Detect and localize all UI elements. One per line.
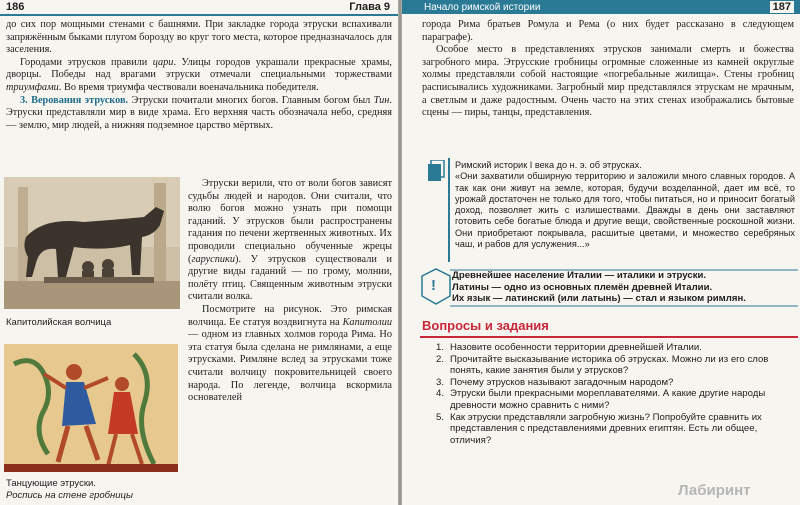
question-number: 4.: [436, 388, 445, 400]
paragraph: до сих пор мощными стенами с башнями. При закладке города этруски вспахивали запряжённым быками плугом борозду во круг того места, которое предназначалось для заселения.: [6, 19, 392, 56]
question-item: [436, 412, 798, 447]
right-header-title: Начало римской истории: [424, 2, 541, 13]
quote-text: «Они захватили обширную территорию и заложили много славных городов. А так как они живут на земле, которая, будучи возделанной, дает им всё, то урожай достаточен не только для того, чтобы питаться, но и приносит богатый доход, позволяет жить с излишествами. Дважды в день они заставляют готовить себе богатые блюда и другие вещи, свойственные роскошной жизни. Они приобретают покрывала, расшитые цветами, и множество серебряных чаш, и рабов для услужения...»: [455, 171, 795, 250]
quote-rule: [448, 158, 450, 262]
fresco-caption: [6, 478, 133, 501]
paragraph: Посмотрите на рисунок. Это римская волчица. Ее статуя воздвигнута на Капитолии — одном из главных холмов города Рима. Но эта статуя была сделана не римлянами, а еще этрусками. Римляне вслед за этрусками тоже считали волчицу покровительницей своего народа. По легенде, волчица вскормила основателей: [188, 303, 392, 404]
historian-quote: [455, 160, 795, 250]
wolf-caption: Капитолийская волчица: [6, 317, 112, 328]
fresco-caption-title: Танцующие этруски.: [6, 478, 96, 489]
question-number: 1.: [436, 342, 445, 353]
question-item: [436, 388, 798, 411]
paragraph: Этруски верили, что от воли богов зависят судьбы людей и народов. Они считали, что волю богов можно узнать при помощи гаданий. У этрусков были распространены гадания по печени жертвенных животных. Их проводили специально обученные жрецы (гаруспики). У этрусков существовали и другие виды гаданий — по грому, молнии, полёту птиц. Священным животным этруски считали волка.: [188, 178, 392, 303]
fresco-caption-subtitle: Роспись на стене гробницы: [6, 489, 133, 501]
summary-text: [452, 270, 798, 305]
question-text: Как этруски представляли загробную жизнь? Попробуйте сравнить их представления с представлениями древних египтян. Есть ли общее, отличия?: [450, 411, 762, 446]
summary-line: Их язык — латинский (или латынь) — стал и языком римлян.: [452, 293, 746, 305]
summary-line: Латины — одно из основных племён древней Италии.: [452, 281, 713, 293]
question-text: Прочитайте высказывание историка об этрусках. Можно ли из его слов понять, какие занятия были у этрусков?: [450, 353, 769, 377]
summary-line: Древнейшее население Италии — италики и этруски.: [452, 270, 707, 281]
question-item: [436, 354, 798, 377]
left-page-header: [0, 0, 398, 14]
question-number: 5.: [436, 411, 445, 423]
question-number: 3.: [436, 376, 445, 388]
exclamation-icon: !: [431, 277, 436, 294]
paragraph: Особое место в представлениях этрусков занимали смерть и божества загробного мира. Этрусские гробницы огромные сложенные из камней округлые холмы представляли собой настоящие «погребальные жилища». Стены гробниц расписывались художниками. Загробный мир представлялся этрускам не мрачным, а светлым и даже радостным. Очень часто на этих стенах изображались бытовые сцены — пиры, танцы, представления.: [422, 44, 794, 119]
left-page-number: 186: [6, 1, 25, 13]
questions-title: Вопросы и задания: [422, 318, 549, 333]
left-header-rule: [0, 14, 398, 16]
question-text: Этруски были прекрасными мореплавателями. А какие другие народы древности можно сравнить с ними?: [450, 388, 766, 411]
left-top-text: [6, 19, 392, 132]
labirint-watermark: Лабиринт: [678, 482, 751, 499]
quote-source: Римский историк I века до н. э. об этрусках.: [455, 160, 642, 170]
dancing-etruscans-fresco: [4, 344, 178, 472]
question-text: Почему этрусков называют загадочным народом?: [450, 376, 674, 388]
question-number: 2.: [436, 353, 445, 365]
question-item: [436, 377, 798, 389]
paragraph: 3. Верования этрусков. Этруски почитали многих богов. Главным богом был Тин. Этруски представляли мир в виде храма. Его верхняя часть обозначала небо, средняя — землю, мир людей, а нижняя подземное царство мёртвых.: [6, 94, 392, 131]
paragraph: города Рима братьев Ромула и Рема (о них будет рассказано в следующем параграфе).: [422, 19, 794, 43]
questions-rule: [420, 336, 798, 338]
right-page-header: [402, 0, 800, 14]
right-page-number: 187: [770, 1, 794, 13]
question-item: [436, 342, 798, 354]
questions-list: [436, 342, 798, 446]
chapter-title: Глава 9: [349, 1, 390, 13]
paragraph: Городами этрусков правили цари. Улицы городов украшали прекрасные храмы, дворцы. Победы над врагами этруски отмечали специальными торжествами триумфами. Во время триумфа чествовали военачальника победителя.: [6, 56, 392, 93]
document-icon: [427, 160, 445, 182]
right-top-text: [422, 19, 794, 120]
left-page: [0, 0, 398, 505]
section-heading: 3. Верования этрусков.: [20, 94, 129, 106]
left-column-text: [188, 178, 392, 405]
capitoline-wolf-photo: [4, 177, 180, 309]
question-text: Назовите особенности территории древнейшей Италии.: [450, 342, 702, 353]
